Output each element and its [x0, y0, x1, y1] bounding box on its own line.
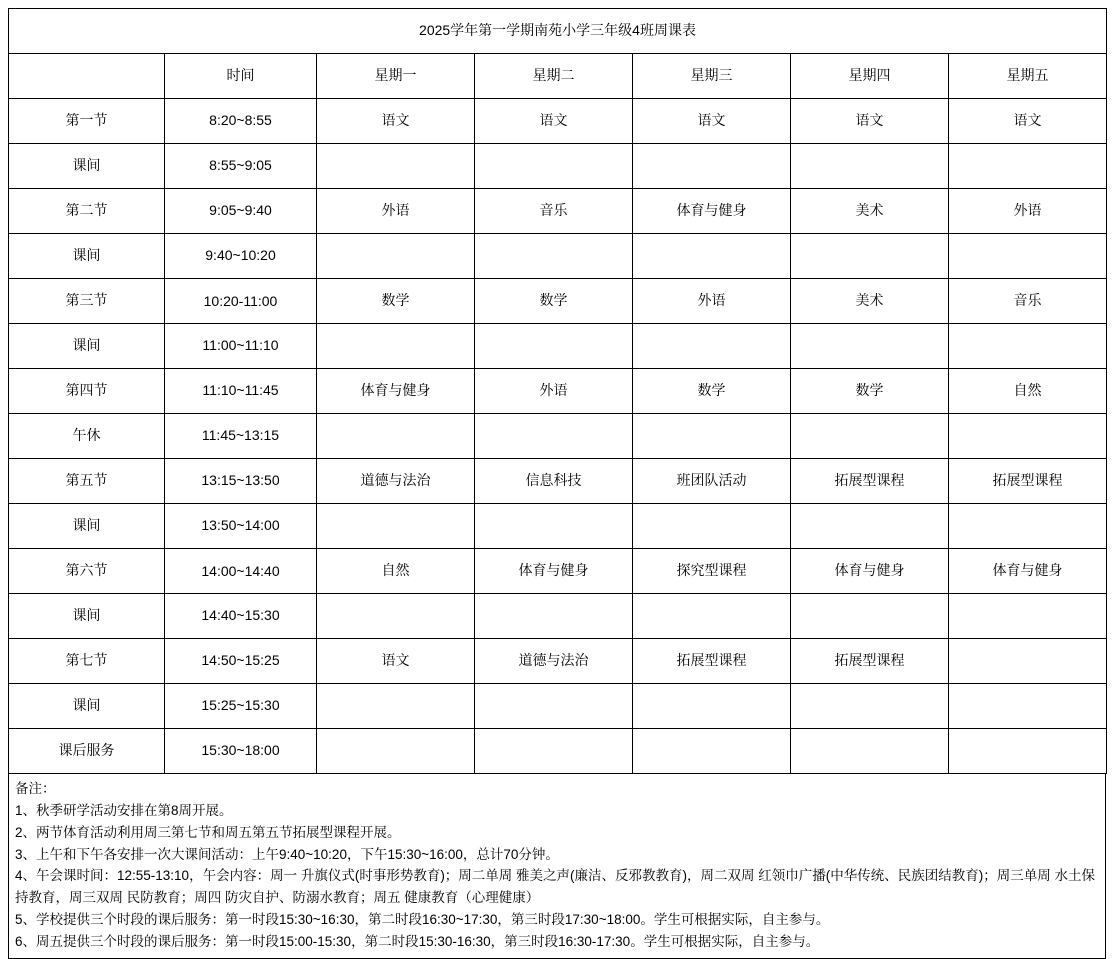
time-cell: 15:30~18:00: [165, 729, 317, 774]
time-cell: 11:00~11:10: [165, 324, 317, 369]
header-cell: 时间: [165, 54, 317, 99]
note-line-4: 4、午会课时间：12:55-13:10，午会内容：周一 升旗仪式(时事形势教育)；周二单周 雅美之声(廉洁、反邪教教育)，周二双周 红领巾广播(中华传统、民族团结教育)；周三单周 水土保持教育，周三双周 民防教育；周四 防灾自护、防溺水教育；周五 健康教育（心理健康）: [15, 868, 1096, 906]
course-cell: [791, 234, 949, 279]
period-label: 课间: [9, 144, 165, 189]
page-title: 2025学年第一学期南苑小学三年级4班周课表: [9, 9, 1107, 54]
period-label: 课间: [9, 324, 165, 369]
time-cell: 11:45~13:15: [165, 414, 317, 459]
time-cell: 11:10~11:45: [165, 369, 317, 414]
course-cell: 语文: [475, 99, 633, 144]
course-cell: 体育与健身: [317, 369, 475, 414]
course-cell: 拓展型课程: [633, 639, 791, 684]
time-cell: 13:15~13:50: [165, 459, 317, 504]
table-row: [9, 459, 1107, 504]
course-cell: [475, 684, 633, 729]
course-cell: 美术: [791, 189, 949, 234]
course-cell: 外语: [317, 189, 475, 234]
course-cell: [475, 324, 633, 369]
course-cell: [791, 684, 949, 729]
course-cell: 拓展型课程: [791, 459, 949, 504]
course-cell: [317, 324, 475, 369]
period-label: 课后服务: [9, 729, 165, 774]
course-cell: [475, 144, 633, 189]
course-cell: [317, 414, 475, 459]
table-row: [9, 414, 1107, 459]
note-line-5: 5、学校提供三个时段的课后服务：第一时段15:30~16:30，第二时段16:30~17:30，第三时段17:30~18:00。学生可根据实际，自主参与。: [15, 912, 830, 928]
course-cell: 音乐: [949, 279, 1107, 324]
notes-heading: 备注：: [15, 781, 56, 796]
time-cell: 9:40~10:20: [165, 234, 317, 279]
period-label: 课间: [9, 234, 165, 279]
time-cell: 8:55~9:05: [165, 144, 317, 189]
course-cell: 美术: [791, 279, 949, 324]
course-cell: 探究型课程: [633, 549, 791, 594]
course-cell: 数学: [317, 279, 475, 324]
time-cell: 13:50~14:00: [165, 504, 317, 549]
period-label: 课间: [9, 684, 165, 729]
table-row: [9, 504, 1107, 549]
course-cell: [317, 234, 475, 279]
course-cell: [633, 504, 791, 549]
table-row: [9, 234, 1107, 279]
period-label: 第二节: [9, 189, 165, 234]
course-cell: 语文: [949, 99, 1107, 144]
course-cell: [317, 594, 475, 639]
course-cell: 数学: [791, 369, 949, 414]
course-cell: [475, 504, 633, 549]
note-line-6: 6、周五提供三个时段的课后服务：第一时段15:00-15:30，第二时段15:30-16:30，第三时段16:30-17:30。学生可根据实际，自主参与。: [15, 934, 820, 950]
course-cell: 数学: [633, 369, 791, 414]
course-cell: [949, 414, 1107, 459]
notes-block: [8, 774, 1106, 959]
course-cell: [949, 234, 1107, 279]
course-cell: 语文: [317, 639, 475, 684]
course-cell: 道德与法治: [317, 459, 475, 504]
period-label: 第七节: [9, 639, 165, 684]
table-row: [9, 369, 1107, 414]
course-cell: [949, 639, 1107, 684]
course-cell: [633, 144, 791, 189]
time-main: 14:00~14:40: [201, 562, 280, 579]
course-cell: [317, 504, 475, 549]
header-corner: [9, 54, 165, 99]
course-cell: 体育与健身: [791, 549, 949, 594]
course-cell: 外语: [475, 369, 633, 414]
header-cell: 星期二: [475, 54, 633, 99]
course-cell: [633, 729, 791, 774]
course-cell: [633, 684, 791, 729]
period-label: 第五节: [9, 459, 165, 504]
period-label: 第六节: [9, 549, 165, 594]
course-cell: [317, 729, 475, 774]
period-label: 第三节: [9, 279, 165, 324]
course-cell: [791, 414, 949, 459]
course-cell: [949, 684, 1107, 729]
course-cell: [317, 144, 475, 189]
course-cell: 拓展型课程: [949, 459, 1107, 504]
course-cell: 语文: [791, 99, 949, 144]
course-cell: [475, 234, 633, 279]
header-cell: 星期五: [949, 54, 1107, 99]
course-cell: [475, 729, 633, 774]
time-cell: [165, 549, 317, 594]
note-line-1: 1、秋季研学活动安排在第8周开展。: [15, 802, 233, 818]
course-cell: 班团队活动: [633, 459, 791, 504]
course-cell: 自然: [949, 369, 1107, 414]
period-label: 第一节: [9, 99, 165, 144]
course-cell: 外语: [633, 279, 791, 324]
course-cell: 道德与法治: [475, 639, 633, 684]
course-cell: 音乐: [475, 189, 633, 234]
table-row: [9, 324, 1107, 369]
time-cell: 9:05~9:40: [165, 189, 317, 234]
course-cell: 语文: [317, 99, 475, 144]
course-cell: 拓展型课程: [791, 639, 949, 684]
course-cell: [791, 729, 949, 774]
course-cell: [791, 144, 949, 189]
note-line-3: 3、上午和下午各安排一次大课间活动：上午9:40~10:20，下午15:30~16:00，总计70分钟。: [15, 846, 559, 862]
table-row: [9, 549, 1107, 594]
note-line-2: 2、两节体育活动利用周三第七节和周五第五节拓展型课程开展。: [15, 824, 401, 840]
course-cell: [633, 234, 791, 279]
course-cell: [791, 324, 949, 369]
course-cell: [791, 594, 949, 639]
schedule-table-body: [9, 9, 1107, 774]
course-cell: 外语: [949, 189, 1107, 234]
time-main: 10:20-11:00: [203, 292, 278, 309]
course-cell: [791, 504, 949, 549]
period-label: 第四节: [9, 369, 165, 414]
time-cell: [165, 279, 317, 324]
header-row: [9, 54, 1107, 99]
header-cell: 星期四: [791, 54, 949, 99]
course-cell: [949, 729, 1107, 774]
course-cell: 自然: [317, 549, 475, 594]
course-cell: 体育与健身: [475, 549, 633, 594]
table-row: [9, 639, 1107, 684]
course-cell: [949, 504, 1107, 549]
period-label: 课间: [9, 594, 165, 639]
table-row: [9, 189, 1107, 234]
header-cell: 星期三: [633, 54, 791, 99]
course-cell: [475, 414, 633, 459]
period-label: 午休: [9, 414, 165, 459]
course-cell: [633, 594, 791, 639]
course-cell: [475, 594, 633, 639]
table-row: [9, 594, 1107, 639]
table-row: [9, 99, 1107, 144]
course-cell: 信息科技: [475, 459, 633, 504]
time-cell: 14:50~15:25: [165, 639, 317, 684]
schedule-table: [8, 8, 1107, 774]
course-cell: 体育与健身: [633, 189, 791, 234]
course-cell: [633, 414, 791, 459]
course-cell: 语文: [633, 99, 791, 144]
table-row: [9, 729, 1107, 774]
course-cell: 体育与健身: [949, 549, 1107, 594]
course-cell: [949, 324, 1107, 369]
course-cell: [949, 594, 1107, 639]
course-cell: [317, 684, 475, 729]
time-cell: 14:40~15:30: [165, 594, 317, 639]
course-cell: [949, 144, 1107, 189]
schedule-sheet: [0, 8, 1114, 954]
table-row: [9, 144, 1107, 189]
table-row: [9, 684, 1107, 729]
time-cell: 15:25~15:30: [165, 684, 317, 729]
period-label: 课间: [9, 504, 165, 549]
title-row: [9, 9, 1107, 54]
course-cell: 数学: [475, 279, 633, 324]
time-cell: 8:20~8:55: [165, 99, 317, 144]
course-cell: [633, 324, 791, 369]
header-cell: 星期一: [317, 54, 475, 99]
table-row: [9, 279, 1107, 324]
